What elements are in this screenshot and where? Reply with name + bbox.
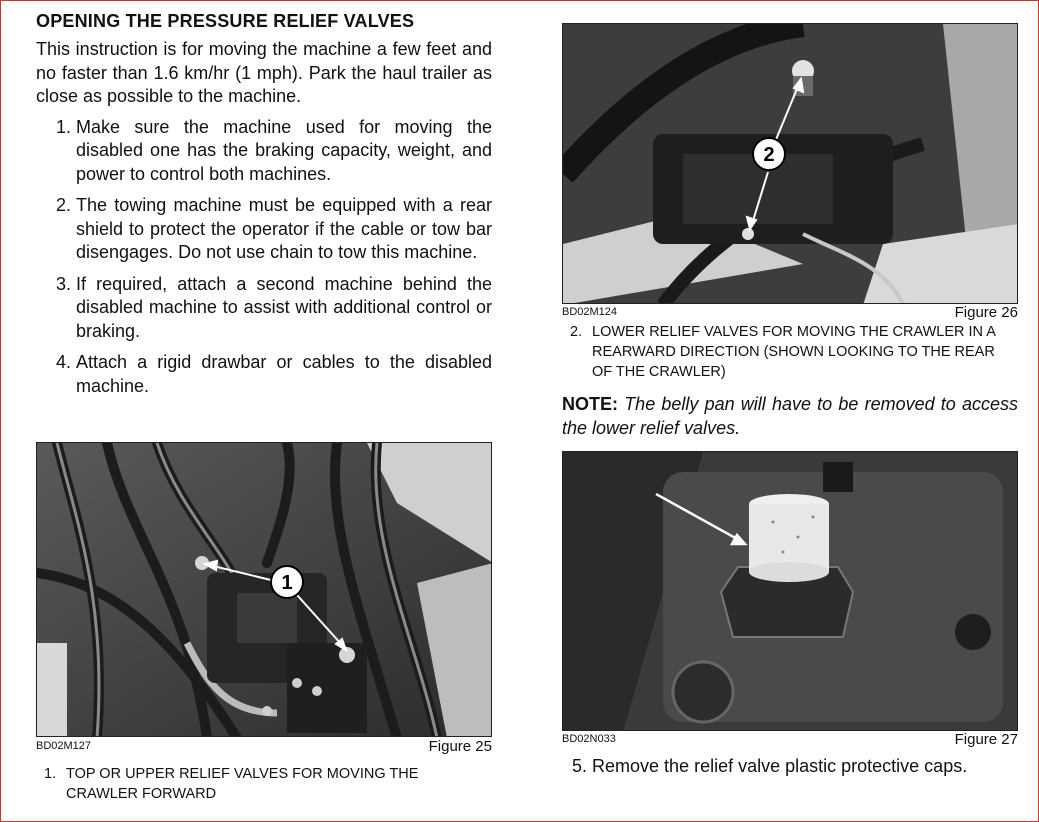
figure-27-image-id: BD02N033	[562, 733, 616, 745]
lower-valves-illustration	[563, 24, 1018, 304]
list-item	[36, 194, 492, 265]
step-text: Attach a rigid drawbar or cables to the disabled machine.	[76, 352, 492, 396]
step-text: Remove the relief valve plastic protective caps.	[592, 756, 968, 776]
section-heading: OPENING THE PRESSURE RELIEF VALVES	[36, 11, 415, 31]
caption-number: 1.	[44, 766, 57, 782]
step-number: 5.	[572, 756, 588, 776]
step-number: 3.	[55, 273, 71, 294]
figure-25-caption	[44, 764, 464, 804]
figure-26-photo	[562, 23, 1018, 304]
figure-25-image-id: BD02M127	[36, 740, 92, 752]
step-text: The towing machine must be equipped with a rear shield to protect the operator if the cable or tow bar disengages. Do not use chain to tow this machine.	[76, 195, 492, 262]
callout-1: 1	[281, 572, 293, 594]
list-item	[36, 273, 492, 344]
step-5	[572, 754, 1018, 778]
figure-27-photo	[562, 451, 1018, 731]
steps-list	[36, 116, 492, 399]
figure-27-label: Figure 27	[954, 731, 1018, 748]
left-column	[36, 11, 492, 406]
caption-number: 2.	[570, 324, 583, 340]
hydraulic-hoses-illustration	[37, 443, 492, 737]
figure-26-image-id: BD02M124	[562, 306, 618, 318]
step-number: 4.	[55, 352, 71, 372]
note-text: The belly pan will have to be removed to access the lower relief valves.	[562, 394, 1018, 438]
caption-text: LOWER RELIEF VALVES FOR MOVING THE CRAWLER IN A REARWARD DIRECTION (SHOWN LOOKING TO THE REAR OF THE CRAWLER)	[592, 324, 996, 380]
caption-text: TOP OR UPPER RELIEF VALVES FOR MOVING THE CRAWLER FORWARD	[66, 766, 419, 802]
step-number: 1.	[55, 116, 71, 137]
list-item	[36, 351, 492, 398]
step-text: Make sure the machine used for moving the disabled one has the braking capacity, weight, and power to control both machines.	[76, 116, 492, 184]
relief-valve-cap-illustration	[563, 452, 1018, 731]
list-item	[36, 116, 492, 187]
figure-25-label: Figure 25	[428, 738, 492, 755]
step-text: If required, attach a second machine behind the disabled machine to assist with additional control or braking.	[76, 273, 492, 341]
step-number: 2.	[55, 195, 71, 215]
intro-paragraph: This instruction is for moving the machine a few feet and no faster than 1.6 km/hr (1 mph). Park the haul trailer as close as possible to the machine.	[36, 39, 492, 106]
figure-25-photo	[36, 442, 492, 737]
callout-2: 2	[763, 144, 775, 166]
figure-26-caption	[570, 322, 1018, 382]
note-label: NOTE:	[562, 394, 618, 414]
figure-26-label: Figure 26	[954, 304, 1018, 321]
note-paragraph	[562, 392, 1018, 440]
